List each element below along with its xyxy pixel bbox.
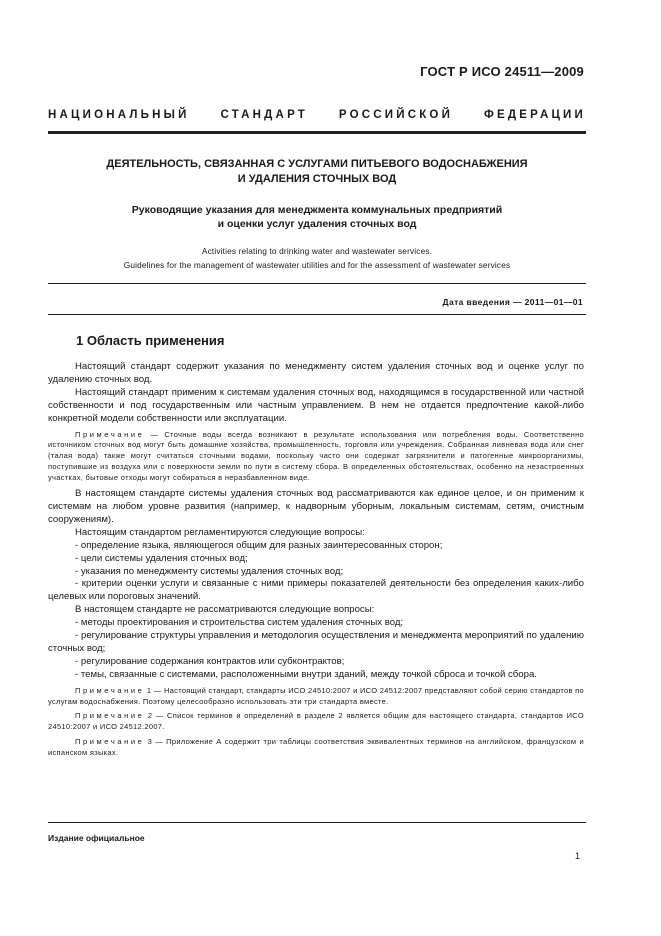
paragraph: Настоящий стандарт применим к системам удаления сточных вод, находящимся в государственной или частной собственности и под государственным или частным управлением. В нем не отдается предпочтение какой-либо конкретной модели собственности или эксплуатации.: [48, 386, 584, 424]
note-label: Примечание: [75, 429, 145, 439]
national-word: СТАНДАРТ: [220, 109, 309, 121]
page-number: 1: [574, 851, 580, 861]
national-word: НАЦИОНАЛЬНЫЙ: [48, 109, 190, 121]
english-title: [48, 244, 586, 272]
paragraph: В настоящем стандарте не рассматриваются следующие вопросы:: [75, 604, 375, 616]
note-text: 1 — Настоящий стандарт, стандарты ИСО 24510:2007 и ИСО 24512:2007 представляют собой серию стандартов по услугам водоснабжения. Поэтому целесообразно использовать эти три стандарта вместе.: [48, 685, 584, 706]
list-item: - указания по менеджменту системы удаления сточных вод;: [75, 565, 344, 577]
note-text: 3 — Приложение А содержит три таблицы соответствия эквивалентных терминов на английском, французском и испанском языках.: [48, 737, 584, 758]
title-line: ДЕЯТЕЛЬНОСТЬ, СВЯЗАННАЯ С УСЛУГАМИ ПИТЬЕВОГО ВОДОСНАБЖЕНИЯ: [106, 158, 528, 170]
section-heading: 1 Область применения: [76, 333, 225, 348]
list-item: - определение языка, являющегося общим для разных заинтересованных сторон;: [75, 539, 443, 551]
paragraph: Настоящий стандарт содержит указания по менеджменту систем удаления сточных вод и оценке услуг по удалению сточных вод.: [48, 361, 584, 385]
note-text: — Сточные воды всегда возникают в результате использования или потребления воды. Соответственно источником сточных вод могут быть домашние хозяйства, промышленность, торговля или учреждения. Собранная ливневая вода или снег (талая вода) также могут считаться сточными водами, поскольку часто они содержат загрязнители и патогенные микроорганизмы, поступившие из воздуха или с поверхности земли по пути в систему сбора. В определенных обстоятельствах, особенно на незастроенных участках, бытовые отходы могут собираться в неразбавленном виде.: [48, 429, 584, 483]
title-line: И УДАЛЕНИЯ СТОЧНЫХ ВОД: [237, 173, 397, 185]
introduction-date: Дата введения — 2011—01—01: [442, 297, 583, 307]
national-word: РОССИЙСКОЙ: [338, 109, 454, 121]
national-word: ФЕДЕРАЦИИ: [483, 109, 586, 121]
document-subtitle: [48, 203, 586, 231]
footer-divider: [48, 822, 586, 823]
list-item: - методы проектирования и строительства систем удаления сточных вод;: [75, 617, 404, 629]
subtitle-line: Руководящие указания для менеджмента коммунальных предприятий: [131, 204, 503, 216]
note-label: Примечание: [75, 737, 145, 747]
note: [48, 430, 584, 485]
subtitle-line: и оценки услуг удаления сточных вод: [217, 218, 417, 230]
section-body: [48, 361, 584, 759]
note-text: 2 — Список терминов и определений в разделе 2 является общим для настоящего стандарта, стандартов ИСО 24510:2007 и ИСО 24512:2007.: [48, 711, 584, 732]
list-item: - темы, связанные с системами, расположенными внутри зданий, между точкой сброса и точкой сбора.: [75, 668, 537, 680]
title-divider: [48, 283, 586, 284]
note-label: Примечание: [75, 711, 145, 721]
national-standard-heading: [48, 109, 586, 121]
note: [48, 711, 584, 733]
list-item: - регулирование структуры управления и методология осуществления и менеджмента мероприятий по удалению сточных вод;: [48, 630, 584, 654]
paragraph: В настоящем стандарте системы удаления сточных вод рассматриваются как единое целое, и он применим к системам на любом уровне развития (например, к надворным уборным, локальным системам, сетям, очистным сооружениям).: [48, 488, 584, 525]
list-item: - регулирование содержания контрактов или субконтрактов;: [75, 655, 345, 667]
note: [48, 686, 584, 708]
header-divider: [48, 131, 586, 134]
list-item: - критерии оценки услуги и связанные с ними примеры показателей деятельности без определения каких-либо целевых или пороговых значений.: [48, 578, 584, 603]
document-number: ГОСТ Р ИСО 24511—2009: [420, 64, 584, 79]
note: [48, 737, 584, 759]
official-edition-label: Издание официальное: [48, 833, 145, 843]
document-title: [48, 157, 586, 187]
english-title-line: Activities relating to drinking water and wastewater services.: [201, 246, 433, 256]
list-item: - цели системы удаления сточных вод;: [75, 552, 248, 564]
note-label: Примечание: [75, 685, 145, 695]
english-title-line: Guidelines for the management of wastewater utilities and for the assessment of wastewater services: [123, 260, 511, 270]
paragraph: Настоящим стандартом регламентируются следующие вопросы:: [75, 526, 365, 538]
date-divider: [48, 314, 586, 315]
